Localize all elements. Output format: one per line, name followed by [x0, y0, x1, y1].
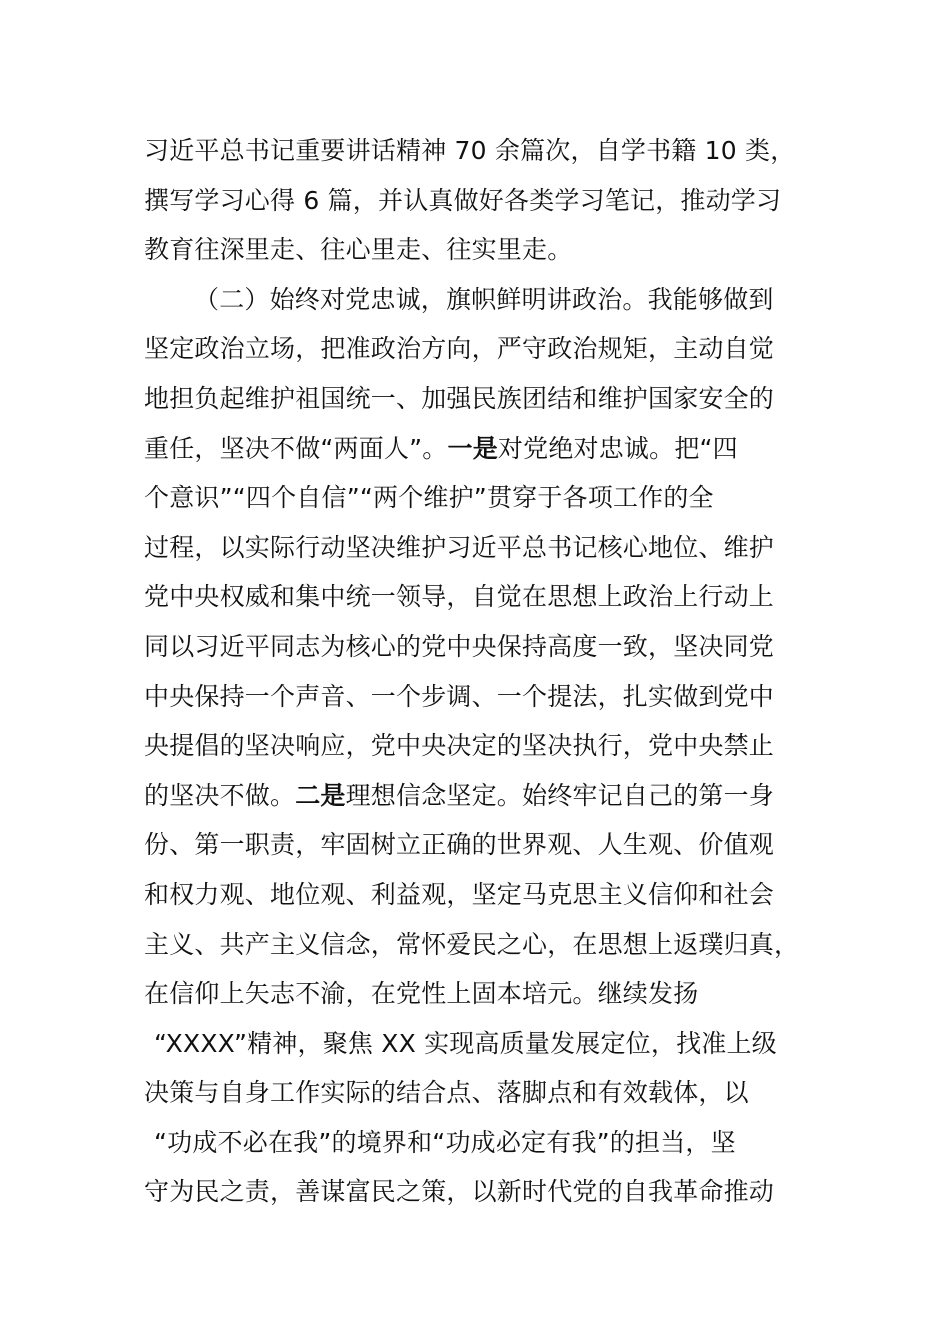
text-segment: 撰写学习心得 6 篇，并认真做好各类学习笔记，推动学习: [144, 185, 782, 215]
text-line: [144, 672, 824, 722]
text-line: [144, 275, 824, 325]
text-line: [144, 126, 824, 176]
text-segment: “功成不必在我”的境界和“功成必定有我”的担当，坚: [154, 1127, 736, 1157]
text-segment: 个意识”“四个自信”“两个维护”贯穿于各项工作的全: [144, 483, 714, 513]
text-line: [144, 473, 824, 523]
text-line: [144, 374, 824, 424]
text-segment: 主义、共产主义信念，常怀爱民之心，在思想上返璞归真，: [144, 929, 800, 959]
text-line: [144, 324, 824, 374]
text-segment: 对党绝对忠诚。把“四: [497, 433, 738, 463]
text-line: [144, 1019, 824, 1069]
text-line: [144, 424, 824, 474]
text-line: [144, 771, 824, 821]
text-line: [144, 1118, 824, 1168]
text-segment: “XXXX”精神，聚焦 XX 实现高质量发展定位，找准上级: [154, 1028, 777, 1058]
text-line: [144, 225, 824, 275]
text-segment: 决策与自身工作实际的结合点、落脚点和有效载体，以: [144, 1078, 749, 1108]
text-segment: 守为民之责，善谋富民之策，以新时代党的自我革命推动: [144, 1177, 775, 1207]
text-line: [144, 870, 824, 920]
text-line: [144, 176, 824, 226]
text-segment: 理想信念坚定。始终牢记自己的第一身: [345, 780, 775, 810]
text-line: [144, 1068, 824, 1118]
text-line: [144, 523, 824, 573]
text-line: [144, 721, 824, 771]
text-line: [144, 920, 824, 970]
bold-text-segment: 二是: [295, 780, 346, 810]
text-segment: 教育往深里走、往心里走、往实里走。: [144, 235, 573, 265]
text-segment: 习近平总书记重要讲话精神 70 余篇次，自学书籍 10 类，: [144, 136, 796, 165]
text-line: [144, 969, 824, 1019]
text-segment: 党中央权威和集中统一领导，自觉在思想上政治上行动上: [144, 582, 775, 612]
text-segment: 坚定政治立场，把准政治方向，严守政治规矩，主动自觉: [144, 334, 775, 364]
text-segment: 份、第一职责，牢固树立正确的世界观、人生观、价值观: [144, 830, 775, 860]
text-line: [144, 622, 824, 672]
document-body: [144, 126, 824, 1217]
text-segment: （二）始终对党忠诚，旗帜鲜明讲政治。我能够做到: [194, 284, 774, 314]
text-line: [144, 1167, 824, 1217]
text-segment: 和权力观、地位观、利益观，坚定马克思主义信仰和社会: [144, 879, 775, 909]
text-segment: 央提倡的坚决响应，党中央决定的坚决执行，党中央禁止: [144, 731, 775, 761]
text-segment: 的坚决不做。: [144, 780, 296, 810]
text-line: [144, 572, 824, 622]
text-segment: 同以习近平同志为核心的党中央保持高度一致，坚决同党: [144, 631, 775, 661]
bold-text-segment: 一是: [447, 433, 498, 463]
text-segment: 在信仰上矢志不渝，在党性上固本培元。继续发扬: [144, 979, 699, 1009]
text-segment: 中央保持一个声音、一个步调、一个提法，扎实做到党中: [144, 681, 775, 711]
text-segment: 重任，坚决不做“两面人”。: [144, 433, 448, 463]
text-segment: 过程，以实际行动坚决维护习近平总书记核心地位、维护: [144, 532, 775, 562]
text-line: [144, 820, 824, 870]
text-segment: 地担负起维护祖国统一、加强民族团结和维护国家安全的: [144, 383, 775, 413]
